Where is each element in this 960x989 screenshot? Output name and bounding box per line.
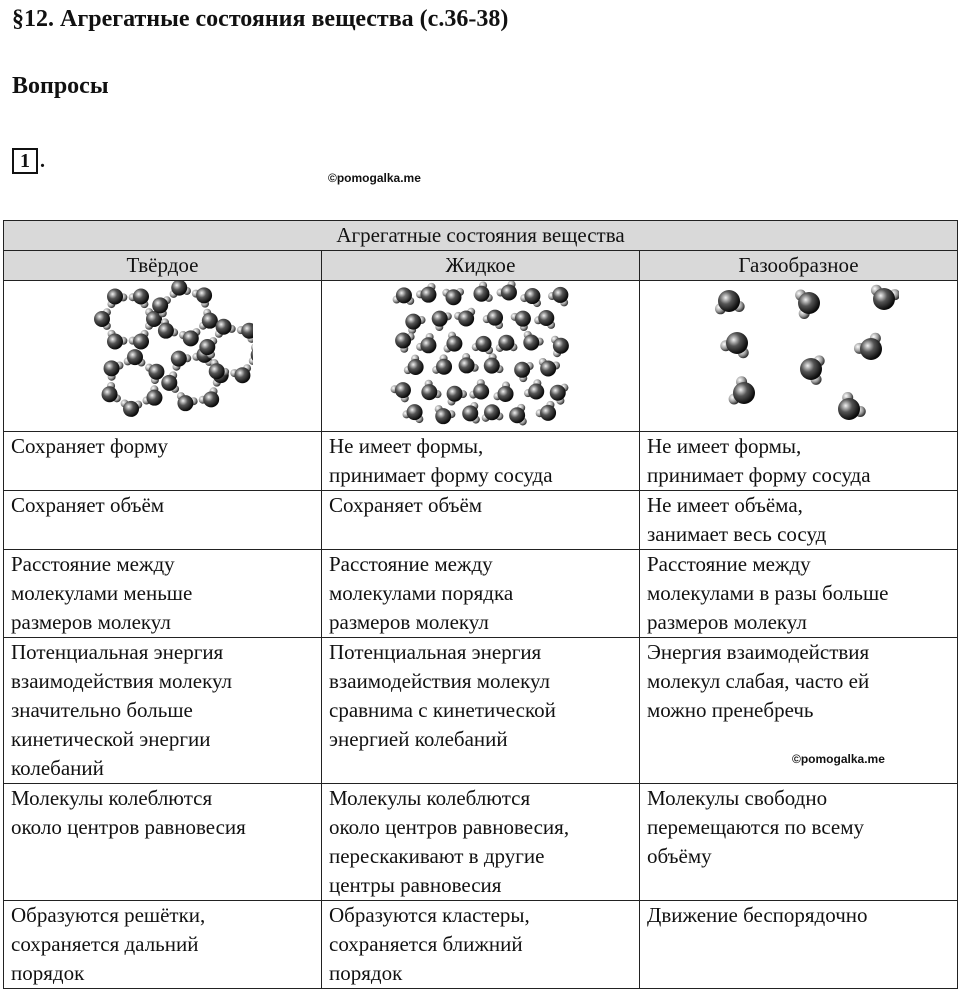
oxygen-atom: [177, 395, 193, 411]
oxygen-atom: [133, 334, 149, 350]
liquid-illustration-cell: [322, 281, 640, 432]
table-cell: Не имеет формы, принимает форму сосуда: [640, 432, 958, 491]
oxygen-atom: [152, 297, 168, 313]
oxygen-atom: [435, 408, 451, 424]
oxygen-atom: [431, 311, 447, 327]
oxygen-atom: [498, 335, 514, 351]
oxygen-atom: [203, 391, 219, 407]
oxygen-atom: [107, 288, 123, 304]
table-cell: Расстояние между молекулами порядка размеров молекул: [322, 550, 640, 638]
table-cell: Движение беспорядочно: [640, 901, 958, 989]
oxygen-atom: [208, 363, 224, 379]
oxygen-atom: [395, 287, 411, 303]
oxygen-atom: [538, 310, 554, 326]
table-row: [4, 550, 958, 638]
oxygen-atom: [133, 288, 149, 304]
oxygen-atom: [475, 336, 491, 352]
oxygen-atom: [483, 358, 499, 374]
table-cell: Потенциальная энергия взаимодействия молекул сравнима с кинетической энергией колебаний: [322, 638, 640, 784]
oxygen-atom: [94, 311, 110, 327]
oxygen-atom: [514, 311, 530, 327]
oxygen-atom: [528, 384, 544, 400]
oxygen-atom: [458, 357, 474, 373]
oxygen-atom: [514, 362, 530, 378]
column-header-liquid: Жидкое: [322, 251, 640, 281]
oxygen-atom: [800, 358, 822, 380]
table-header: Агрегатные состояния вещества: [4, 221, 958, 251]
watermark-top: ©pomogalka.me: [328, 171, 421, 185]
oxygen-atom: [487, 310, 503, 326]
oxygen-atom: [161, 375, 177, 391]
table-cell: Образуются кластеры, сохраняется ближний порядок: [322, 901, 640, 989]
oxygen-atom: [157, 323, 173, 339]
oxygen-atom: [838, 398, 860, 420]
oxygen-atom: [123, 401, 139, 417]
oxygen-atom: [500, 284, 516, 300]
table-row: [4, 784, 958, 901]
table-cell: Сохраняет объём: [322, 491, 640, 550]
table-cell: Молекулы колеблются около центров равновесия, перескакивают в другие центры равновесия: [322, 784, 640, 901]
table-cell: Сохраняет форму: [4, 432, 322, 491]
table-row: [4, 901, 958, 989]
liquid-molecule-cluster-image: [386, 281, 576, 429]
table-cell: Расстояние между молекулами в разы больше размеров молекул: [640, 550, 958, 638]
column-header-solid: Твёрдое: [4, 251, 322, 281]
table-cell: Расстояние между молекулами меньше размеров молекул: [4, 550, 322, 638]
states-table: [3, 220, 958, 989]
oxygen-atom: [234, 367, 250, 383]
oxygen-atom: [798, 292, 820, 314]
oxygen-atom: [497, 386, 513, 402]
oxygen-atom: [473, 384, 489, 400]
oxygen-atom: [523, 334, 539, 350]
oxygen-atom: [199, 339, 215, 355]
oxygen-atom: [458, 311, 474, 327]
oxygen-atom: [446, 386, 462, 402]
oxygen-atom: [549, 385, 565, 401]
oxygen-atom: [445, 289, 461, 305]
section-title: Вопросы: [12, 73, 109, 99]
oxygen-atom: [446, 336, 462, 352]
oxygen-atom: [395, 332, 411, 348]
oxygen-atom: [726, 332, 748, 354]
oxygen-atom: [509, 407, 525, 423]
question-number-dot: .: [40, 150, 45, 172]
table-cell: Не имеет объёма, занимает весь сосуд: [640, 491, 958, 550]
page-title: §12. Агрегатные состояния вещества (с.36-38): [12, 6, 509, 32]
oxygen-atom: [148, 364, 164, 380]
oxygen-atom: [436, 359, 452, 375]
table-row: [4, 491, 958, 550]
table-cell: Сохраняет объём: [4, 491, 322, 550]
oxygen-atom: [196, 287, 212, 303]
oxygen-atom: [420, 287, 436, 303]
oxygen-atom: [241, 323, 253, 339]
oxygen-atom: [101, 386, 117, 402]
oxygen-atom: [103, 360, 119, 376]
table-cell: Не имеет формы, принимает форму сосуда: [322, 432, 640, 491]
oxygen-atom: [552, 287, 568, 303]
oxygen-atom: [170, 351, 186, 367]
oxygen-atom: [182, 330, 198, 346]
oxygen-atom: [473, 286, 489, 302]
table-cell: Потенциальная энергия взаимодействия молекул значительно больше кинетической энергии колебаний: [4, 638, 322, 784]
table-cell: Энергия взаимодействия молекул слабая, часто ей можно пренебречь: [640, 638, 958, 784]
oxygen-atom: [718, 290, 740, 312]
oxygen-atom: [462, 405, 478, 421]
oxygen-atom: [126, 349, 142, 365]
oxygen-atom: [484, 404, 500, 420]
oxygen-atom: [524, 288, 540, 304]
oxygen-atom: [873, 288, 895, 310]
gas-molecules-image: [699, 281, 899, 429]
oxygen-atom: [394, 382, 410, 398]
oxygen-atom: [215, 319, 231, 335]
column-header-gas: Газообразное: [640, 251, 958, 281]
oxygen-atom: [107, 334, 123, 350]
table-row: [4, 432, 958, 491]
solid-illustration-cell: [4, 281, 322, 432]
oxygen-atom: [552, 338, 568, 354]
oxygen-atom: [146, 390, 162, 406]
table-cell: Образуются решётки, сохраняется дальний порядок: [4, 901, 322, 989]
question-number-box: 1: [12, 148, 38, 174]
watermark-bottom: ©pomogalka.me: [792, 752, 885, 766]
oxygen-atom: [860, 338, 882, 360]
oxygen-atom: [406, 404, 422, 420]
oxygen-atom: [540, 360, 556, 376]
solid-molecular-lattice-image: [73, 281, 253, 429]
oxygen-atom: [421, 384, 437, 400]
oxygen-atom: [540, 405, 556, 421]
oxygen-atom: [405, 314, 421, 330]
table-cell: Молекулы колеблются около центров равновесия: [4, 784, 322, 901]
oxygen-atom: [733, 382, 755, 404]
table-cell: Молекулы свободно перемещаются по всему объёму: [640, 784, 958, 901]
oxygen-atom: [201, 313, 217, 329]
gas-illustration-cell: [640, 281, 958, 432]
oxygen-atom: [407, 359, 423, 375]
oxygen-atom: [420, 337, 436, 353]
